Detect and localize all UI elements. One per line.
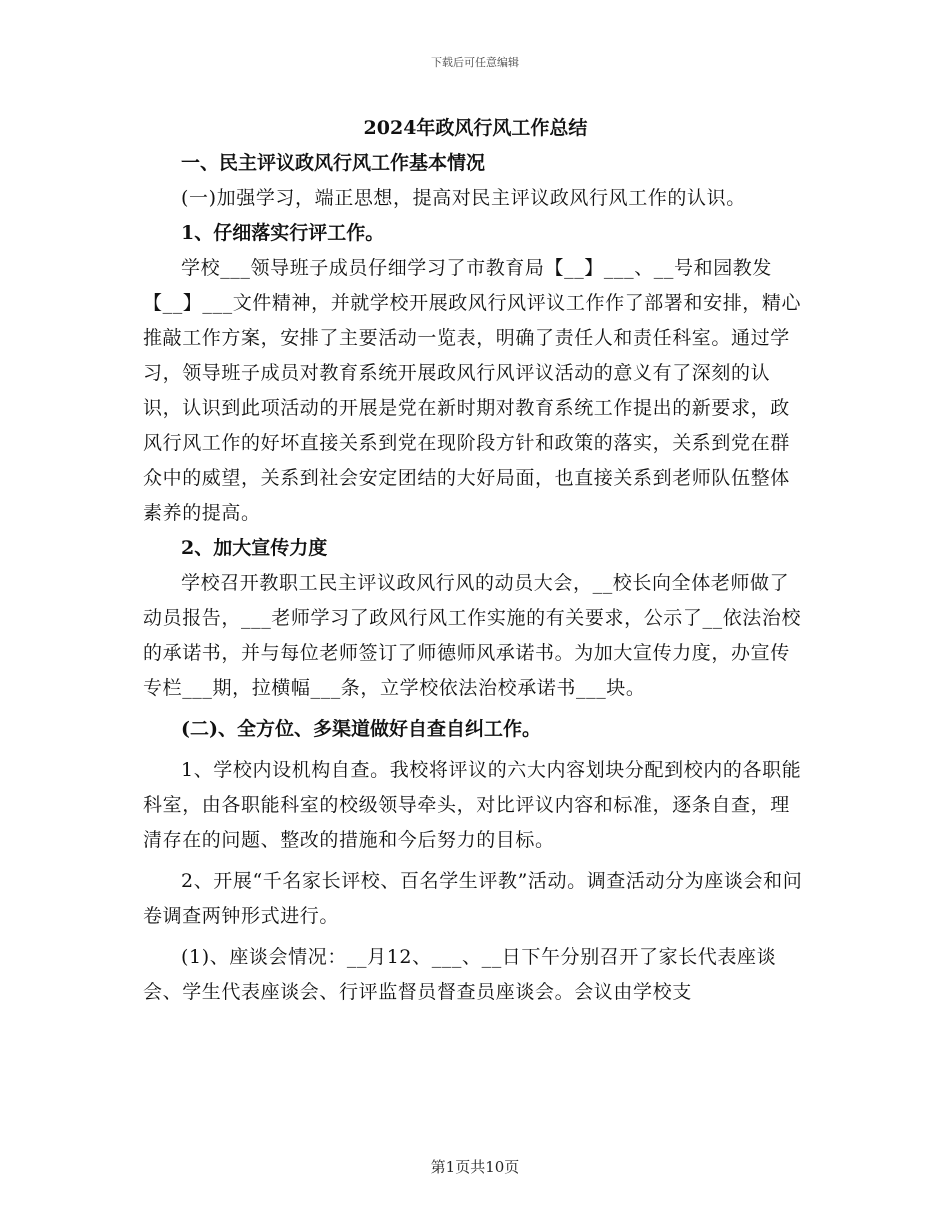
subsection-heading-2: (二)、全方位、多渠道做好自查自纠工作。	[181, 718, 541, 740]
subsection-heading-1: (一)加强学习，端正思想，提高对民主评议政风行风工作的认识。	[181, 187, 746, 209]
document-title: 2024年政风行风工作总结	[363, 117, 588, 139]
subsection-2-item-1: 1、学校内设机构自查。我校将评议的六大内容划块分配到校内的各职能科室，由各职能科室的校级领导牵头，对比评议内容和标准，逐条自查，理清存在的问题、整改的措施和今后努力的目标。	[143, 759, 802, 851]
section-heading-1: 一、民主评议政风行风工作基本情况	[181, 152, 486, 174]
page-number: 第1页共10页	[430, 1158, 520, 1176]
item-heading-2: 2、加大宣传力度	[181, 537, 328, 559]
item-paragraph-2: 学校召开教职工民主评议政风行风的动员大会，__校长向全体老师做了动员报告，___老师学习了政风行风工作实施的有关要求，公示了__依法治校的承诺书，并与每位老师签订了师德师风承诺书。为加大宣传力度，办宣传专栏___期，拉横幅___条，立学校依法治校承诺书___块。	[143, 572, 802, 699]
item-heading-1: 1、仔细落实行评工作。	[181, 222, 385, 244]
subsection-2-item-2: 2、开展“千名家长评校、百名学生评教”活动。调查活动分为座谈会和问卷调查两钟形式进行。	[143, 870, 803, 927]
subsection-2-item-2-1: (1)、座谈会情况：__月12、___、__日下午分别召开了家长代表座谈会、学生代表座谈会、行评监督员督查员座谈会。会议由学校支	[143, 946, 777, 1003]
document-body	[143, 112, 808, 1010]
page-header-note: 下载后可任意编辑	[431, 56, 519, 69]
item-paragraph-1: 学校___领导班子成员仔细学习了市教育局【__】___、__号和园教发【__】___文件精神，并就学校开展政风行风评议工作作了部署和安排，精心推敲工作方案，安排了主要活动一览表，明确了责任人和责任科室。通过学习，领导班子成员对教育系统开展政风行风评议活动的意义有了深刻的认识，认识到此项活动的开展是党在新时期对教育系统工作提出的新要求，政风行风工作的好坏直接关系到党在现阶段方针和政策的落实，关系到党在群众中的威望，关系到社会安定团结的大好局面，也直接关系到老师队伍整体素养的提高。	[143, 257, 802, 524]
